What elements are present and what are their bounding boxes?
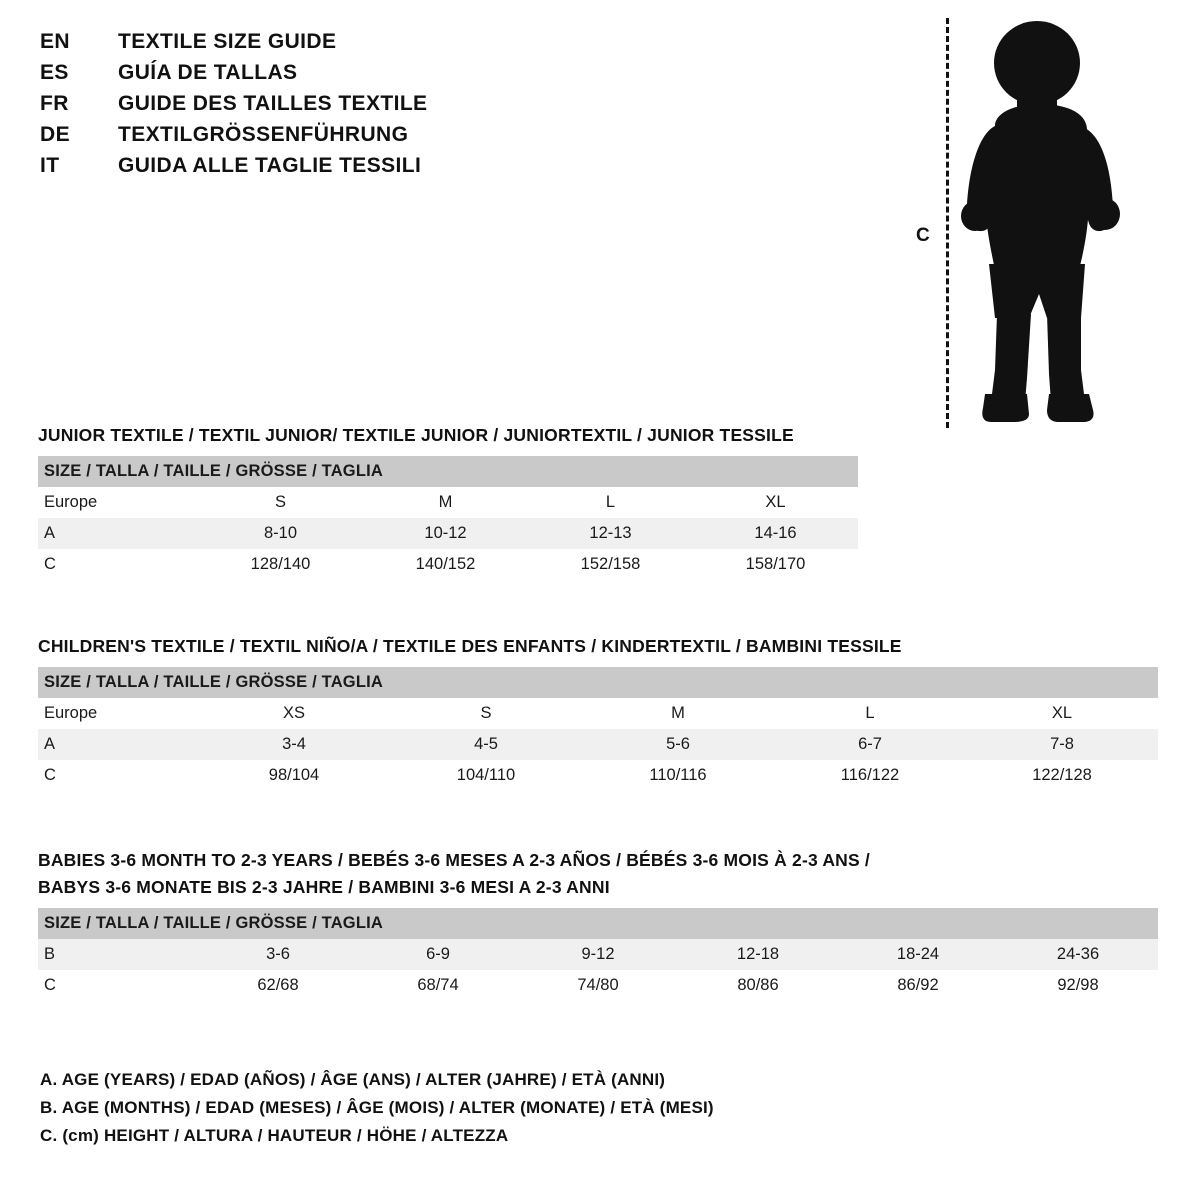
table-cell: 12-13 — [528, 518, 693, 549]
language-code: FR — [40, 92, 69, 115]
section-babies-textile — [38, 850, 1162, 1001]
column-header: XL — [693, 487, 858, 518]
language-title: GUIDE DES TAILLES TEXTILE — [118, 92, 428, 115]
column-header: XS — [198, 698, 390, 729]
column-header: M — [363, 487, 528, 518]
language-title-list — [40, 30, 600, 185]
table-header-row — [38, 698, 1158, 729]
measure-label-c: C — [916, 225, 930, 246]
row-label: A — [38, 518, 198, 549]
column-header: S — [390, 698, 582, 729]
language-title: GUIDA ALLE TAGLIE TESSILI — [118, 154, 422, 177]
table-cell: 14-16 — [693, 518, 858, 549]
table-row — [38, 939, 1158, 970]
column-header: L — [774, 698, 966, 729]
junior-size-table — [38, 456, 858, 580]
band-label: SIZE / TALLA / TAILLE / GRÖSSE / TAGLIA — [38, 908, 1158, 939]
table-band-row — [38, 667, 1158, 698]
table-cell: 116/122 — [774, 760, 966, 791]
table-cell: 98/104 — [198, 760, 390, 791]
table-cell: 9-12 — [518, 939, 678, 970]
section-title-line2: BABYS 3-6 MONATE BIS 2-3 JAHRE / BAMBINI 3-6 MESI A 2-3 ANNI — [38, 877, 610, 897]
language-row — [40, 30, 600, 61]
table-cell: 74/80 — [518, 970, 678, 1001]
legend-block — [40, 1070, 1160, 1154]
table-cell: 5-6 — [582, 729, 774, 760]
children-size-table — [38, 667, 1158, 791]
column-header: S — [198, 487, 363, 518]
language-title: TEXTILE SIZE GUIDE — [118, 30, 337, 53]
section-junior-textile — [38, 425, 1162, 580]
row-label: Europe — [38, 487, 198, 518]
table-cell: 158/170 — [693, 549, 858, 580]
table-cell: 122/128 — [966, 760, 1158, 791]
table-cell: 6-9 — [358, 939, 518, 970]
table-cell: 80/86 — [678, 970, 838, 1001]
table-band-row — [38, 908, 1158, 939]
child-silhouette-icon — [955, 18, 1155, 428]
band-label: SIZE / TALLA / TAILLE / GRÖSSE / TAGLIA — [38, 667, 1158, 698]
language-row — [40, 61, 600, 92]
table-band-row — [38, 456, 858, 487]
table-cell: 18-24 — [838, 939, 998, 970]
column-header: M — [582, 698, 774, 729]
language-code: IT — [40, 154, 60, 177]
language-code: DE — [40, 123, 70, 146]
table-cell: 4-5 — [390, 729, 582, 760]
row-label: B — [38, 939, 198, 970]
column-header: L — [528, 487, 693, 518]
table-row — [38, 549, 858, 580]
table-header-row — [38, 487, 858, 518]
table-row — [38, 970, 1158, 1001]
table-row — [38, 729, 1158, 760]
table-cell: 3-6 — [198, 939, 358, 970]
section-title: CHILDREN'S TEXTILE / TEXTIL NIÑO/A / TEXTILE DES ENFANTS / KINDERTEXTIL / BAMBINI TESSILE — [38, 636, 902, 656]
language-row — [40, 92, 600, 123]
legend-line-c: C. (cm) HEIGHT / ALTURA / HAUTEUR / HÖHE / ALTEZZA — [40, 1126, 509, 1145]
language-title: GUÍA DE TALLAS — [118, 61, 298, 84]
section-title: BABIES 3-6 MONTH TO 2-3 YEARS / BEBÉS 3-6 MESES A 2-3 AÑOS / BÉBÉS 3-6 MOIS À 2-3 ANS / — [38, 850, 870, 870]
table-cell: 140/152 — [363, 549, 528, 580]
language-code: EN — [40, 30, 70, 53]
section-title: JUNIOR TEXTILE / TEXTIL JUNIOR/ TEXTILE JUNIOR / JUNIORTEXTIL / JUNIOR TESSILE — [38, 425, 794, 445]
column-header: XL — [966, 698, 1158, 729]
table-row — [38, 760, 1158, 791]
table-cell: 92/98 — [998, 970, 1158, 1001]
row-label: Europe — [38, 698, 198, 729]
table-cell: 128/140 — [198, 549, 363, 580]
measure-dashed-line — [946, 18, 949, 428]
legend-line-b: B. AGE (MONTHS) / EDAD (MESES) / ÂGE (MOIS) / ALTER (MONATE) / ETÀ (MESI) — [40, 1098, 714, 1117]
row-label: C — [38, 970, 198, 1001]
table-cell: 3-4 — [198, 729, 390, 760]
table-cell: 6-7 — [774, 729, 966, 760]
language-code: ES — [40, 61, 69, 84]
table-cell: 152/158 — [528, 549, 693, 580]
section-children-textile — [38, 636, 1162, 791]
row-label: C — [38, 760, 198, 791]
legend-line-a: A. AGE (YEARS) / EDAD (AÑOS) / ÂGE (ANS) / ALTER (JAHRE) / ETÀ (ANNI) — [40, 1070, 666, 1089]
table-cell: 8-10 — [198, 518, 363, 549]
table-cell: 68/74 — [358, 970, 518, 1001]
height-measurement-figure — [900, 10, 1160, 430]
table-cell: 86/92 — [838, 970, 998, 1001]
table-cell: 62/68 — [198, 970, 358, 1001]
table-cell: 24-36 — [998, 939, 1158, 970]
row-label: A — [38, 729, 198, 760]
table-cell: 10-12 — [363, 518, 528, 549]
language-row — [40, 154, 600, 185]
band-label: SIZE / TALLA / TAILLE / GRÖSSE / TAGLIA — [38, 456, 858, 487]
table-cell: 7-8 — [966, 729, 1158, 760]
row-label: C — [38, 549, 198, 580]
table-cell: 104/110 — [390, 760, 582, 791]
table-cell: 12-18 — [678, 939, 838, 970]
language-title: TEXTILGRÖSSENFÜHRUNG — [118, 123, 409, 146]
table-row — [38, 518, 858, 549]
table-cell: 110/116 — [582, 760, 774, 791]
babies-size-table — [38, 908, 1158, 1001]
language-row — [40, 123, 600, 154]
